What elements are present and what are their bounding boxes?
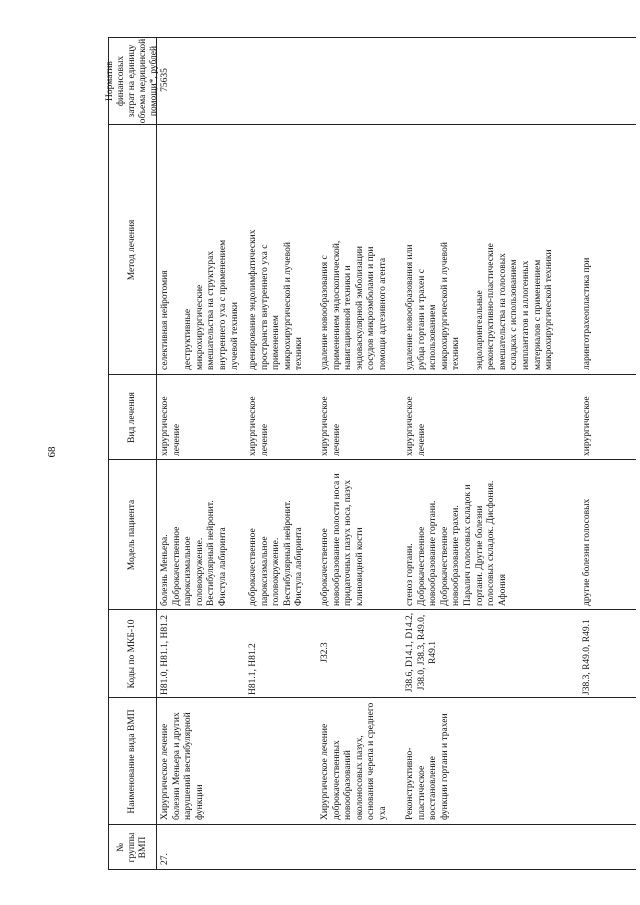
row-codes: J32.3	[320, 642, 330, 663]
row-codes: J38.6, D14.1, D14.2, J38.0, J38.3, R49.0, R49.1	[405, 612, 439, 693]
row-type: хирургическое лечение	[320, 396, 342, 456]
row-name: Хирургическое лечение доброкачественных новообразований околоносовых пазух, основания черепа и среднего уха	[320, 702, 388, 820]
page-number: 68	[46, 446, 58, 458]
col-divider	[108, 609, 636, 610]
header-name: Наименование вида ВМП	[126, 709, 137, 814]
header-model: Модель пациента	[126, 499, 137, 571]
header-norm: Норматив финансовых затрат на единицу объема медицинской помощи*, рублей	[104, 38, 159, 124]
header-type: Вид лечения	[126, 392, 137, 443]
row-type: хирургическое	[582, 396, 592, 456]
row-codes: H81.1, H81.2	[248, 643, 258, 695]
row-method: удаление новообразования с применением эндоскопической, навигационной техники и эндоваскулярной эмболизации сосудов микроэмболами и при помощи адгезивного агента	[320, 240, 388, 370]
row-num: 27.	[160, 853, 170, 865]
col-divider	[108, 374, 636, 375]
row-method: ларинготрахеопластика при	[582, 257, 592, 370]
row-method: удаление новообразования или рубца гортани и трахеи с использованием микрохирургической и лучевой техники эндоларингеальные реконструктивно-пластические вмешательства на голосовых складках с использованием имплантатов и аллогенных материалов с применением микрохирургической техники	[405, 242, 555, 370]
row-norm: 75635	[160, 68, 170, 92]
header-method: Метод лечения	[126, 219, 137, 281]
header-num: № группы ВМП	[115, 832, 148, 863]
row-codes: J38.3, R49.0, R49.1	[582, 619, 592, 695]
rotated-table-wrapper	[104, 37, 636, 870]
row-type: хирургическое лечение	[160, 396, 182, 456]
row-type: хирургическое лечение	[248, 396, 270, 456]
row-model: доброкачественное новообразование полости носа и придаточных пазух носа, пазух клиновидной кости	[320, 473, 365, 606]
col-divider	[108, 824, 636, 825]
row-name: Реконструктивно- пластическое восстановление функции гортани и трахеи	[405, 713, 450, 820]
col-divider	[108, 459, 636, 460]
row-model: другие болезни голосовых	[582, 498, 592, 606]
col-divider	[108, 697, 636, 698]
row-method: селективная нейротомия деструктивные микрохирургические вмешательства на структурах внутреннего уха с применением лучевой техники	[160, 239, 240, 370]
row-method: дренирование эндолимфатических пространств внутреннего уха с применением микрохирургической и лучевой техники	[248, 229, 305, 370]
header-codes: Коды по МКБ-10	[126, 619, 137, 689]
row-type: хирургическое лечение	[405, 396, 427, 456]
row-codes: H81.0, H81.1, H81.2	[160, 615, 170, 695]
row-model: болезнь Меньера. Доброкачественное пароксизмальное головокружение. Вестибулярный нейронит. Фистула лабиринта	[160, 500, 228, 606]
row-name: Хирургическое лечение болезни Меньера и других нарушений вестибулярной функции	[160, 712, 205, 820]
table-header	[104, 37, 159, 870]
vmp-table	[104, 37, 636, 870]
row-model: стеноз гортани. Доброкачественное новообразование гортани. Доброкачественное новообразование трахеи. Паралич голосовых складок и гортани. Другие болезни голосовых складок. Дисфония. Афония	[405, 480, 508, 606]
row-model: доброкачественное пароксизмальное головокружение. Вестибулярный нейронит. Фистула лабиринта	[248, 500, 305, 606]
